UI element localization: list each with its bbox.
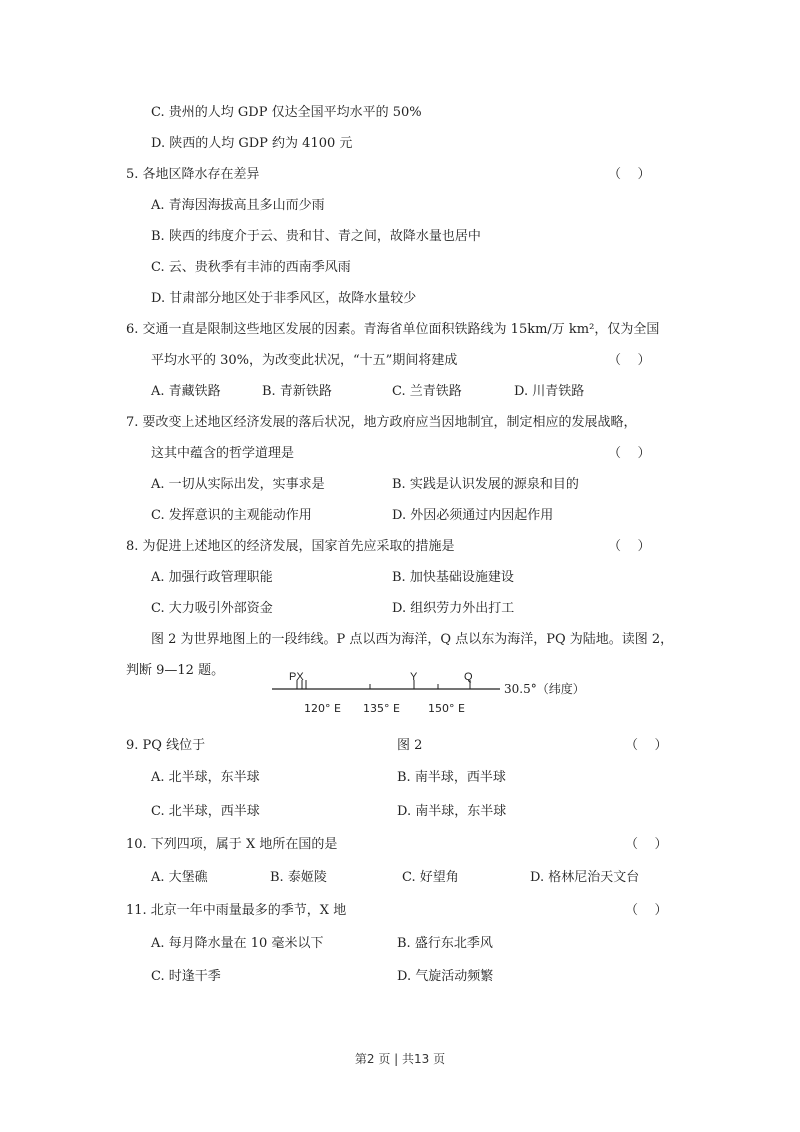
- tick-label-135: 135° E: [363, 702, 400, 715]
- q5-answer-paren: （ ）: [608, 167, 651, 182]
- q5-option-c: C. 云、贵秋季有丰沛的西南季风雨: [151, 260, 351, 275]
- q10-option-d: D. 格林尼治天文台: [530, 870, 640, 885]
- q7-answer-paren: （ ）: [608, 446, 651, 461]
- intro-line2: 判断 9—12 题。: [126, 663, 225, 678]
- q11-option-b: B. 盛行东北季风: [397, 936, 493, 951]
- q8-option-a: A. 加强行政管理职能: [151, 570, 273, 585]
- figure-2-caption: 图 2: [397, 738, 423, 753]
- q8-option-d: D. 组织劳力外出打工: [392, 601, 515, 616]
- q11-option-a: A. 每月降水量在 10 毫米以下: [151, 936, 324, 951]
- q9-stem: 9. PQ 线位于: [126, 738, 206, 753]
- q7-option-a: A. 一切从实际出发，实事求是: [151, 477, 325, 492]
- q10-answer-paren: （ ）: [625, 837, 668, 852]
- q5-option-a: A. 青海因海拔高且多山而少雨: [151, 198, 325, 213]
- q9-option-c: C. 北半球，西半球: [151, 804, 260, 819]
- q9-option-b: B. 南半球，西半球: [397, 770, 506, 785]
- q10-option-b: B. 泰姬陵: [270, 870, 327, 885]
- tick-label-120: 120° E: [304, 702, 341, 715]
- q8-answer-paren: （ ）: [608, 539, 651, 554]
- q10-option-a: A. 大堡礁: [151, 870, 208, 885]
- q9-option-a: A. 北半球，东半球: [151, 770, 260, 785]
- q4-option-d: D. 陕西的人均 GDP 约为 4100 元: [151, 136, 353, 151]
- q11-answer-paren: （ ）: [625, 903, 668, 918]
- latitude-label: 30.5°（纬度）: [504, 682, 585, 696]
- q10-stem: 10. 下列四项，属于 X 地所在国的是: [126, 837, 338, 852]
- page-footer: 第2 页 | 共13 页: [354, 1052, 446, 1066]
- q4-option-c: C. 贵州的人均 GDP 仅达全国平均水平的 50%: [151, 105, 422, 120]
- q8-stem: 8. 为促进上述地区的经济发展，国家首先应采取的措施是: [126, 539, 455, 554]
- q7-option-b: B. 实践是认识发展的源泉和目的: [392, 477, 579, 492]
- q7-stem-line1: 7. 要改变上述地区经济发展的落后状况，地方政府应当因地制宜，制定相应的发展战略，: [126, 415, 637, 430]
- q5-stem: 5. 各地区降水存在差异: [126, 167, 260, 182]
- label-q: Q: [464, 671, 473, 683]
- q6-option-b: B. 青新铁路: [262, 384, 332, 399]
- q5-option-d: D. 甘肃部分地区处于非季风区，故降水量较少: [151, 291, 417, 306]
- q9-option-d: D. 南半球，东半球: [397, 804, 507, 819]
- q11-option-c: C. 时逢干季: [151, 969, 221, 984]
- intro-line1: 图 2 为世界地图上的一段纬线。P 点以西为海洋，Q 点以东为海洋，PQ 为陆地。读图 2，: [151, 632, 674, 647]
- q10-option-c: C. 好望角: [402, 870, 459, 885]
- tick-label-150: 150° E: [428, 702, 465, 715]
- q8-option-b: B. 加快基础设施建设: [392, 570, 514, 585]
- label-y: Y: [410, 671, 418, 683]
- q6-option-d: D. 川青铁路: [514, 384, 585, 399]
- q11-stem: 11. 北京一年中雨量最多的季节，X 地: [126, 903, 347, 918]
- q7-option-c: C. 发挥意识的主观能动作用: [151, 508, 312, 523]
- label-px: PX: [289, 671, 304, 683]
- q9-answer-paren: （ ）: [625, 738, 668, 753]
- q6-option-c: C. 兰青铁路: [392, 384, 462, 399]
- q7-option-d: D. 外因必须通过内因起作用: [392, 508, 554, 523]
- q7-stem-line2: 这其中蕴含的哲学道理是: [151, 446, 295, 461]
- q6-stem-line2: 平均水平的 30%，为改变此状况，“十五”期间将建成: [151, 353, 458, 368]
- q11-option-d: D. 气旋活动频繁: [397, 969, 494, 984]
- q6-answer-paren: （ ）: [608, 353, 651, 368]
- q5-option-b: B. 陕西的纬度介于云、贵和甘、青之间，故降水量也居中: [151, 229, 481, 244]
- q6-stem-line1: 6. 交通一直是限制这些地区发展的因素。青海省单位面积铁路线为 15km/万 km²，仅为全国: [126, 322, 660, 337]
- q8-option-c: C. 大力吸引外部资金: [151, 601, 273, 616]
- q6-option-a: A. 青藏铁路: [151, 384, 221, 399]
